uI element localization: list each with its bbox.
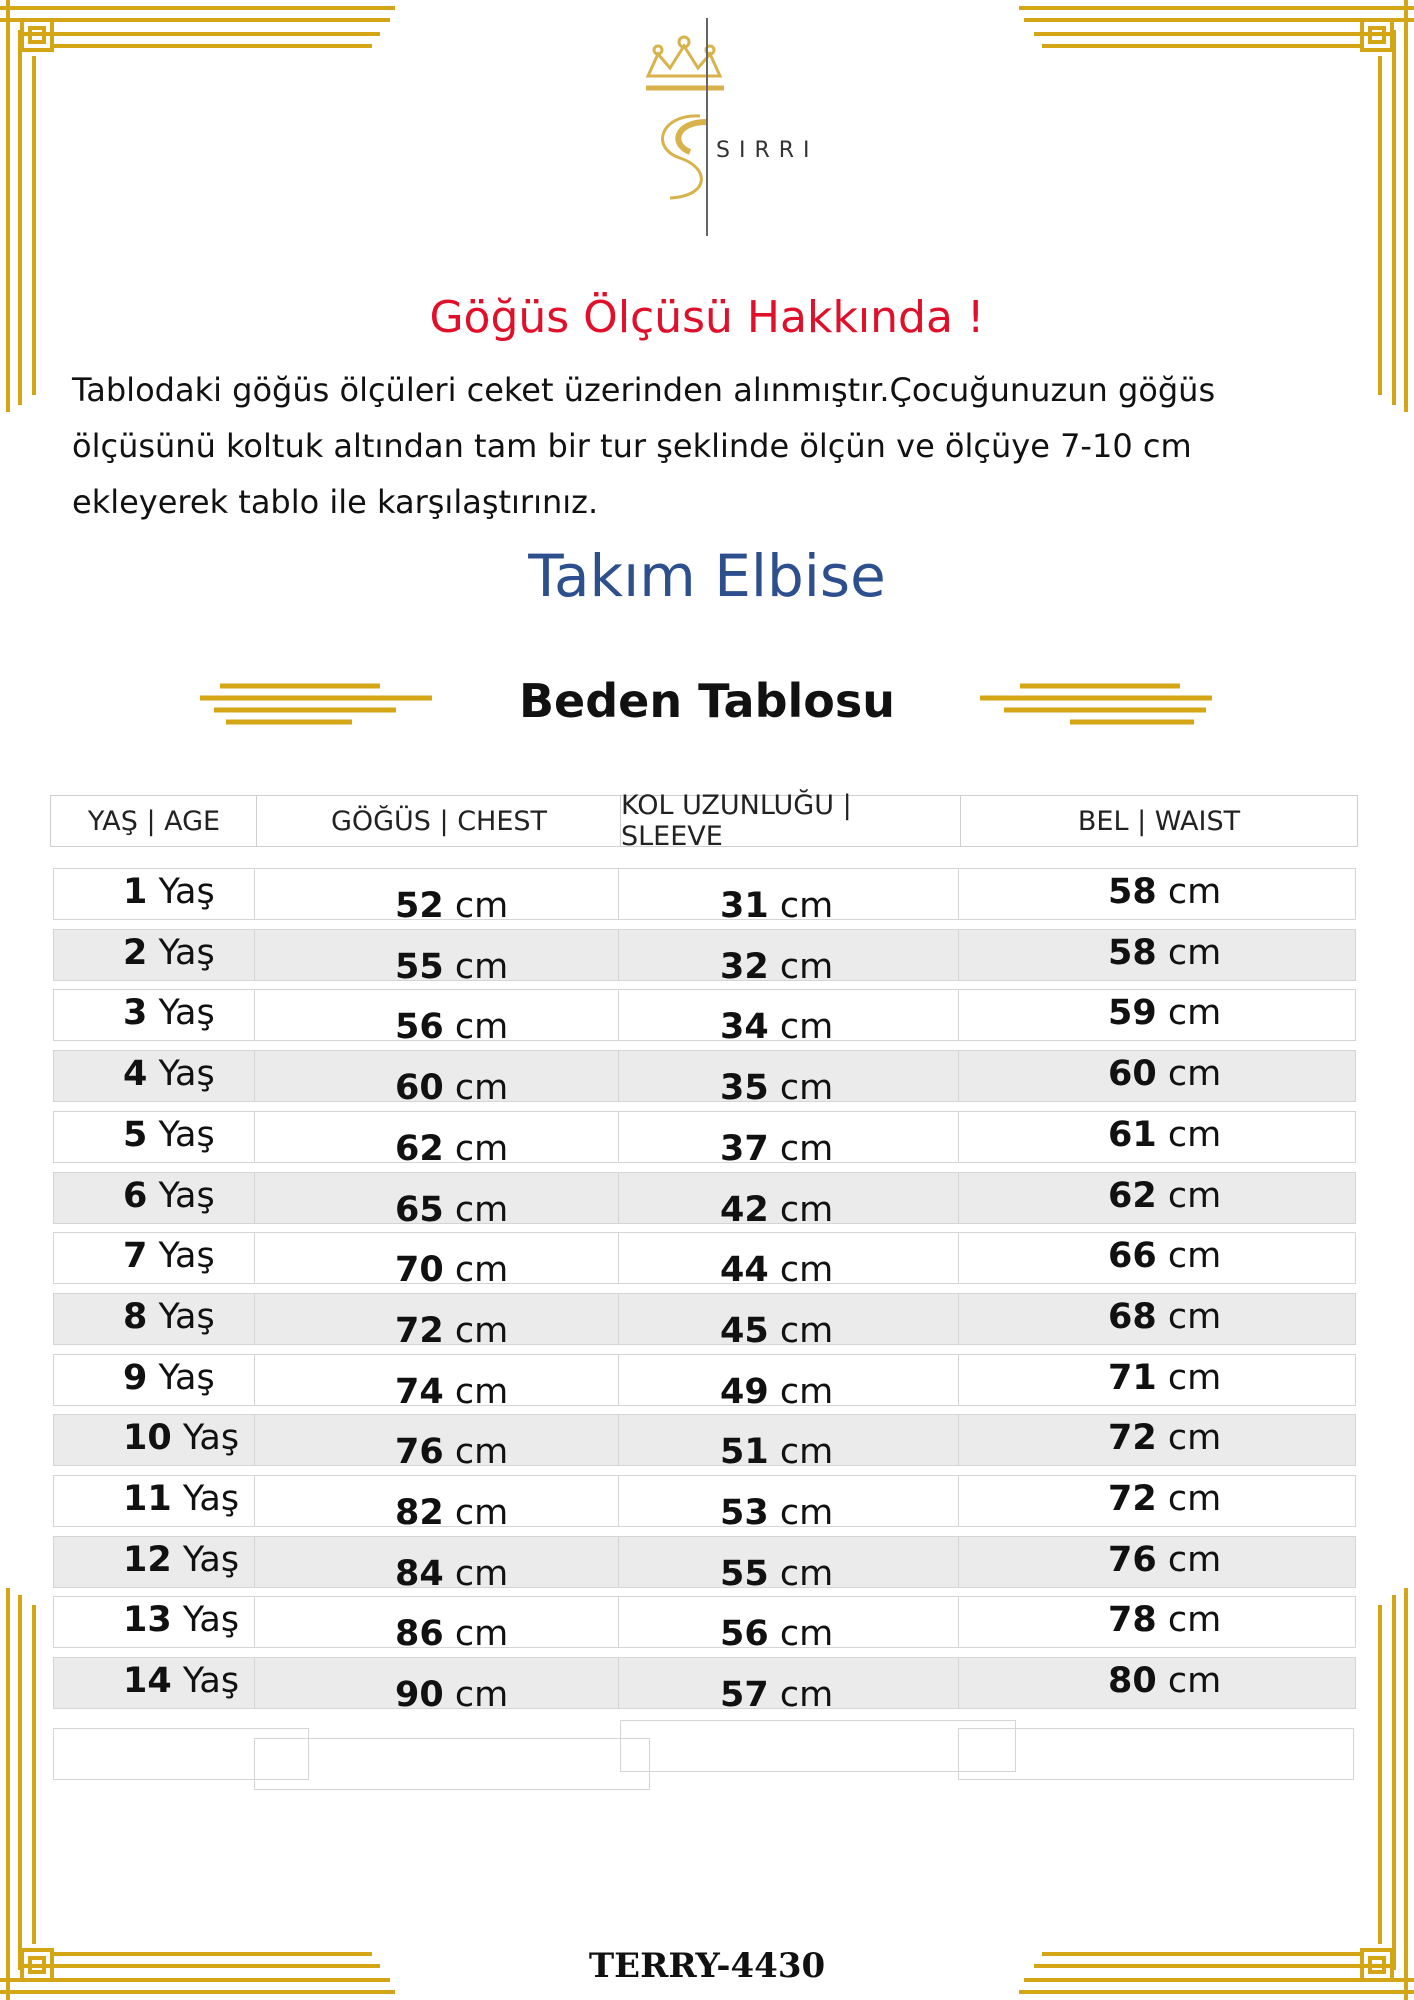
chest-value [395,1372,508,1412]
chest-number: 62 [395,1129,444,1169]
age-suffix: Yaş [147,933,215,973]
waist-value [1108,1297,1221,1337]
header-sleeve: KOL UZUNLUĞU | SLEEVE [620,795,962,847]
age-number: 6 [123,1176,148,1216]
sleeve-number: 35 [720,1068,769,1108]
age-value [123,1054,215,1094]
sleeve-number: 49 [720,1372,769,1412]
sleeve-unit: cm [768,1614,834,1654]
age-value [123,933,215,973]
notice-body: Tablodaki göğüs ölçüleri ceket üzerinden alınmıştır.Çocuğunuzun göğüs ölçüsünü koltuk altından tam bir tur şeklinde ölçün ve ölçüye 7-10 cm ekleyerek tablo ile karşılaştırınız. [72,371,1216,521]
waist-number: 59 [1108,993,1157,1033]
waist-unit: cm [1156,1176,1222,1216]
chest-unit: cm [443,1675,509,1715]
sleeve-number: 45 [720,1311,769,1351]
product-code: TERRY-4430 [588,1946,826,1986]
age-number: 9 [123,1358,148,1398]
empty-cell [620,1720,1016,1772]
chest-unit: cm [443,1554,509,1594]
chest-number: 82 [395,1493,444,1533]
age-value [123,1661,239,1701]
age-suffix: Yaş [147,1115,215,1155]
chest-number: 72 [395,1311,444,1351]
age-suffix: Yaş [171,1661,240,1701]
sleeve-value [720,1432,833,1472]
age-number: 13 [123,1600,172,1640]
waist-unit: cm [1156,1479,1222,1519]
chest-unit: cm [443,1250,509,1290]
age-number: 14 [123,1661,172,1701]
age-suffix: Yaş [147,993,215,1033]
waist-unit: cm [1156,1297,1222,1337]
sleeve-number: 56 [720,1614,769,1654]
waist-value [1108,1540,1221,1580]
chest-number: 52 [395,886,444,926]
sleeve-unit: cm [768,1129,834,1169]
waist-value [1108,1358,1221,1398]
table-title: Beden Tablosu [518,674,896,728]
chest-number: 60 [395,1068,444,1108]
sleeve-number: 55 [720,1554,769,1594]
age-suffix: Yaş [147,1297,215,1337]
waist-number: 80 [1108,1661,1157,1701]
chest-value [395,1493,508,1533]
chest-value [395,1068,508,1108]
age-number: 5 [123,1115,148,1155]
sleeve-value [720,1311,833,1351]
chest-number: 74 [395,1372,444,1412]
sleeve-value [720,1493,833,1533]
age-suffix: Yaş [171,1418,240,1458]
chest-value [395,886,508,926]
waist-value [1108,1176,1221,1216]
age-suffix: Yaş [171,1540,240,1580]
sleeve-unit: cm [768,1493,834,1533]
waist-number: 61 [1108,1115,1157,1155]
sleeve-value [720,1372,833,1412]
sleeve-number: 44 [720,1250,769,1290]
waist-value [1108,1600,1221,1640]
chest-value [395,1190,508,1230]
chest-unit: cm [443,1372,509,1412]
waist-number: 72 [1108,1479,1157,1519]
empty-cell [254,1738,650,1790]
waist-number: 60 [1108,1054,1157,1094]
chest-unit: cm [443,1190,509,1230]
sleeve-value [720,947,833,987]
empty-cell [958,1728,1354,1780]
header-chest: GÖĞÜS | CHEST [256,795,622,847]
age-value [123,993,215,1033]
age-number: 11 [123,1479,172,1519]
sleeve-unit: cm [768,1372,834,1412]
chest-number: 86 [395,1614,444,1654]
chest-value [395,1675,508,1715]
chest-unit: cm [443,1007,509,1047]
sleeve-unit: cm [768,947,834,987]
sleeve-number: 31 [720,886,769,926]
waist-number: 76 [1108,1540,1157,1580]
sleeve-unit: cm [768,1311,834,1351]
chest-number: 55 [395,947,444,987]
waist-unit: cm [1156,1054,1222,1094]
chest-number: 76 [395,1432,444,1472]
chest-unit: cm [443,1493,509,1533]
waist-unit: cm [1156,872,1222,912]
chest-value [395,1250,508,1290]
waist-value [1108,1418,1221,1458]
product-title: Takım Elbise [528,542,886,610]
chest-unit: cm [443,1129,509,1169]
waist-unit: cm [1156,1540,1222,1580]
waist-unit: cm [1156,933,1222,973]
frame-top-right [1014,0,1414,420]
sleeve-unit: cm [768,1250,834,1290]
waist-unit: cm [1156,1600,1222,1640]
chest-unit: cm [443,1068,509,1108]
waist-number: 71 [1108,1358,1157,1398]
age-suffix: Yaş [147,1176,215,1216]
waist-unit: cm [1156,1236,1222,1276]
header-age: YAŞ | AGE [50,795,258,847]
waist-value [1108,872,1221,912]
age-suffix: Yaş [171,1479,240,1519]
sleeve-number: 57 [720,1675,769,1715]
age-value [123,1540,239,1580]
chest-value [395,1129,508,1169]
chest-unit: cm [443,1311,509,1351]
sleeve-unit: cm [768,1190,834,1230]
brand-name: SIRRI [716,138,819,163]
sleeve-value [720,1129,833,1169]
chest-value [395,1311,508,1351]
waist-number: 68 [1108,1297,1157,1337]
age-value [123,1600,239,1640]
age-suffix: Yaş [147,872,215,912]
header-waist: BEL | WAIST [960,795,1358,847]
chest-number: 84 [395,1554,444,1594]
crown-s-logo-icon [640,18,860,240]
age-number: 3 [123,993,148,1033]
waist-number: 58 [1108,872,1157,912]
waist-value [1108,1236,1221,1276]
chest-unit: cm [443,886,509,926]
age-value [123,872,215,912]
chest-number: 90 [395,1675,444,1715]
waist-value [1108,1115,1221,1155]
waist-number: 58 [1108,933,1157,973]
sleeve-unit: cm [768,1675,834,1715]
waist-value [1108,1661,1221,1701]
waist-value [1108,933,1221,973]
chest-unit: cm [443,947,509,987]
waist-value [1108,993,1221,1033]
sleeve-value [720,1675,833,1715]
chest-number: 65 [395,1190,444,1230]
sleeve-unit: cm [768,886,834,926]
sleeve-value [720,1250,833,1290]
age-number: 10 [123,1418,172,1458]
chest-value [395,1432,508,1472]
age-number: 2 [123,933,148,973]
age-number: 1 [123,872,148,912]
waist-number: 72 [1108,1418,1157,1458]
sleeve-unit: cm [768,1068,834,1108]
sleeve-number: 32 [720,947,769,987]
age-number: 4 [123,1054,148,1094]
chest-number: 56 [395,1007,444,1047]
waist-unit: cm [1156,1358,1222,1398]
age-number: 8 [123,1297,148,1337]
sleeve-number: 53 [720,1493,769,1533]
sleeve-unit: cm [768,1007,834,1047]
waist-number: 66 [1108,1236,1157,1276]
age-number: 7 [123,1236,148,1276]
age-value [123,1115,215,1155]
sleeve-value [720,1554,833,1594]
chest-value [395,1554,508,1594]
sleeve-value [720,1614,833,1654]
age-value [123,1236,215,1276]
age-value [123,1176,215,1216]
sleeve-number: 37 [720,1129,769,1169]
sleeve-value [720,1068,833,1108]
sleeve-value [720,1007,833,1047]
age-value [123,1418,239,1458]
age-value [123,1479,239,1519]
waist-number: 62 [1108,1176,1157,1216]
notice-title: Göğüs Ölçüsü Hakkında ! [429,292,985,343]
sleeve-value [720,1190,833,1230]
age-value [123,1358,215,1398]
waist-unit: cm [1156,1115,1222,1155]
waist-number: 78 [1108,1600,1157,1640]
age-suffix: Yaş [147,1358,215,1398]
chest-unit: cm [443,1432,509,1472]
waist-unit: cm [1156,993,1222,1033]
age-suffix: Yaş [147,1054,215,1094]
waist-unit: cm [1156,1661,1222,1701]
sleeve-number: 51 [720,1432,769,1472]
age-suffix: Yaş [171,1600,240,1640]
sleeve-number: 34 [720,1007,769,1047]
chest-unit: cm [443,1614,509,1654]
chest-value [395,1614,508,1654]
waist-value [1108,1479,1221,1519]
frame-top-left [0,0,400,420]
sleeve-unit: cm [768,1432,834,1472]
age-number: 12 [123,1540,172,1580]
sleeve-number: 42 [720,1190,769,1230]
waist-unit: cm [1156,1418,1222,1458]
chest-number: 70 [395,1250,444,1290]
sleeve-unit: cm [768,1554,834,1594]
age-value [123,1297,215,1337]
waist-value [1108,1054,1221,1094]
chest-value [395,947,508,987]
sleeve-value [720,886,833,926]
chest-value [395,1007,508,1047]
age-suffix: Yaş [147,1236,215,1276]
